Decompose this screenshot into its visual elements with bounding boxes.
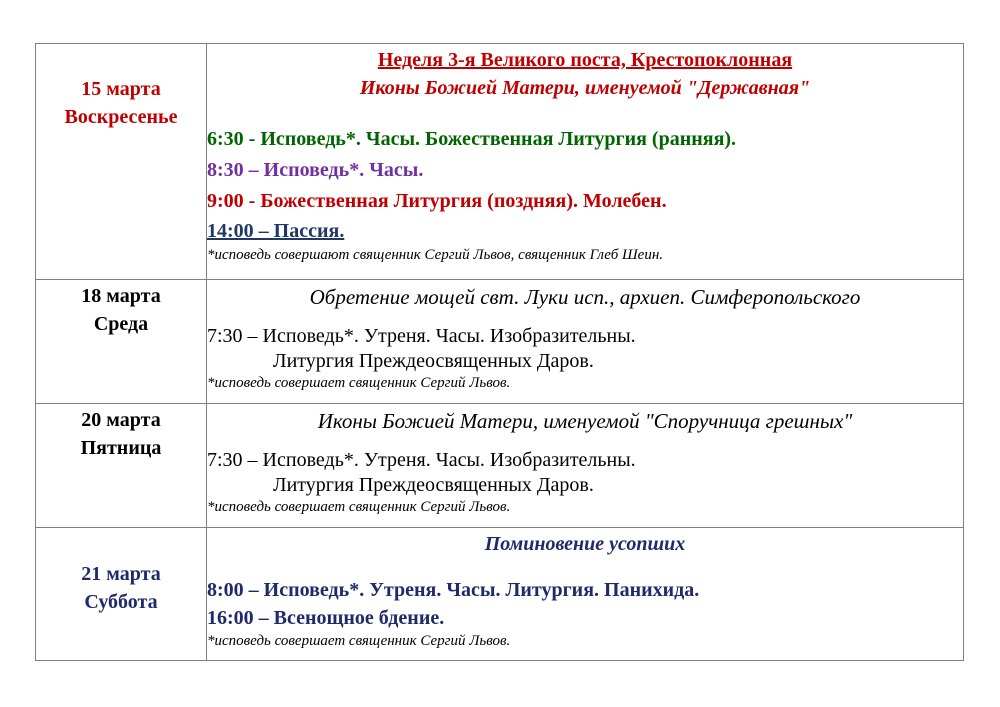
service-line: 8:30 – Исповедь*. Часы. [207, 159, 424, 181]
service-cell [207, 404, 964, 528]
date-cell [36, 44, 207, 280]
confession-note: *исповедь совершает священник Сергий Львов. [207, 633, 511, 649]
service-cell [207, 528, 964, 661]
table-row [36, 528, 964, 661]
weekday: Воскресенье [64, 106, 178, 128]
service-line: 7:30 – Исповедь*. Утреня. Часы. Изобразительны. [207, 325, 636, 347]
service-line: 6:30 - Исповедь*. Часы. Божественная Литургия (ранняя). [207, 128, 737, 150]
date-cell [36, 404, 207, 528]
confession-note: *исповедь совершает священник Сергий Львов. [207, 375, 511, 391]
service-line: 9:00 - Божественная Литургия (поздняя). Молебен. [207, 190, 667, 212]
schedule-table [35, 43, 964, 661]
confession-note: *исповедь совершает священник Сергий Львов. [207, 499, 511, 515]
day-title: Обретение мощей свт. Луки исп., архиеп. Симферопольского [309, 285, 861, 309]
date: 15 марта [81, 78, 161, 100]
weekday: Среда [93, 313, 149, 335]
service-line: Литургия Преждеосвященных Даров. [273, 474, 594, 496]
date: 18 марта [81, 285, 161, 307]
day-subtitle: Иконы Божией Матери, именуемой "Державная" [359, 77, 811, 99]
date-cell [36, 280, 207, 404]
service-line: 7:30 – Исповедь*. Утреня. Часы. Изобразительны. [207, 449, 636, 471]
date-cell [36, 528, 207, 661]
service-line: 14:00 – Пассия. [207, 220, 345, 242]
table-row [36, 44, 964, 280]
date: 21 марта [81, 563, 161, 585]
weekday: Суббота [84, 591, 158, 613]
service-line: 16:00 – Всенощное бдение. [207, 607, 445, 629]
weekday: Пятница [80, 437, 162, 459]
service-line: Литургия Преждеосвященных Даров. [273, 350, 594, 372]
table-row [36, 404, 964, 528]
day-title: Поминовение усопших [484, 533, 686, 555]
confession-note: *исповедь совершают священник Сергий Львов, священник Глеб Шеин. [207, 247, 664, 263]
service-cell [207, 44, 964, 280]
table-row [36, 280, 964, 404]
day-title: Неделя 3-я Великого поста, Крестопоклонная [377, 49, 793, 71]
service-cell [207, 280, 964, 404]
date: 20 марта [81, 409, 161, 431]
service-line: 8:00 – Исповедь*. Утреня. Часы. Литургия. Панихида. [207, 579, 700, 601]
day-title: Иконы Божией Матери, именуемой "Споручница грешных" [317, 409, 853, 433]
